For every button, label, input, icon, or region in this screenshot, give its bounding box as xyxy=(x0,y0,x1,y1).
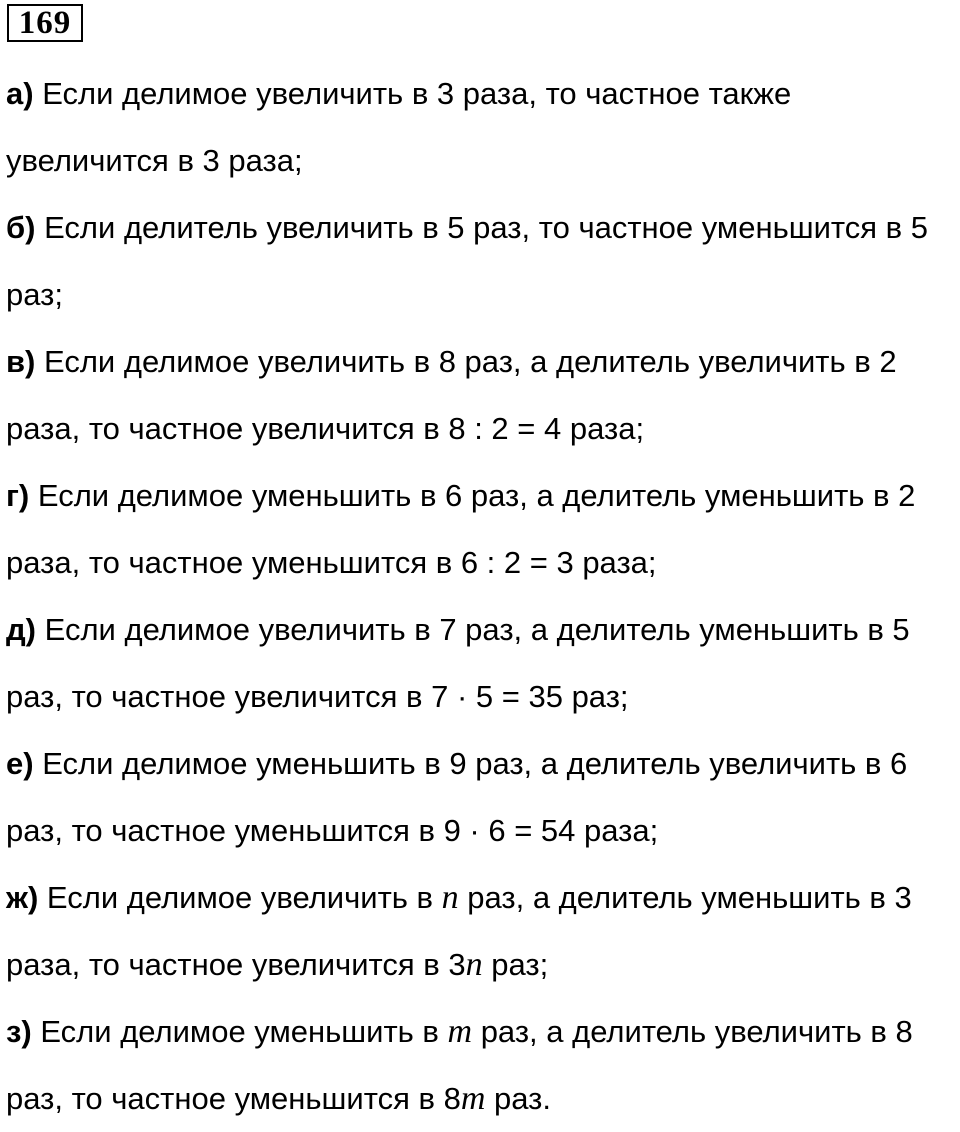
item-letter: е) xyxy=(6,746,34,781)
answer-text: Если делитель увеличить в 5 раз, то частное уменьшится в 5 раз; xyxy=(6,210,928,312)
answer-item-a xyxy=(6,60,956,194)
answer-item-d xyxy=(6,596,956,730)
math-variable: m xyxy=(460,1080,486,1117)
answer-text: Если делимое уменьшить в xyxy=(31,1014,448,1049)
answer-text: Если делимое увеличить в 8 раз, а делитель увеличить в 2 раза, то частное увеличится в 8 : 2 = 4 раза; xyxy=(6,344,897,446)
answer-text: раз; xyxy=(482,947,549,982)
item-letter: в) xyxy=(6,344,36,379)
answer-text: Если делимое уменьшить в 9 раз, а делитель увеличить в 6 раз, то частное уменьшится в 9 · 6 = 54 раза; xyxy=(6,746,908,848)
problem-number: 169 xyxy=(7,4,83,42)
math-variable: n xyxy=(441,879,459,916)
answer-text: Если делимое уменьшить в 6 раз, а делитель уменьшить в 2 раза, то частное уменьшится в 6 : 2 = 3 раза; xyxy=(6,478,916,580)
answer-text: раз. xyxy=(485,1081,551,1116)
answer-item-g xyxy=(6,462,956,596)
answer-text: раз, а делитель уменьшить в 3 раза, то частное увеличится в 3 xyxy=(6,880,912,982)
answer-item-b xyxy=(6,194,956,328)
answer-item-e xyxy=(6,730,956,864)
answers-list xyxy=(6,60,956,1132)
answer-item-zh xyxy=(6,864,956,998)
answer-text: Если делимое увеличить в 7 раз, а делитель уменьшить в 5 раз, то частное увеличится в 7 · 5 = 35 раз; xyxy=(6,612,910,714)
answer-text: Если делимое увеличить в 3 раза, то частное также увеличится в 3 раза; xyxy=(6,76,792,178)
math-variable: n xyxy=(465,946,483,983)
answer-item-v xyxy=(6,328,956,462)
answer-text: Если делимое увеличить в xyxy=(38,880,442,915)
item-letter: б) xyxy=(6,210,36,245)
item-letter: г) xyxy=(6,478,30,513)
answer-item-z xyxy=(6,998,956,1132)
item-letter: ж) xyxy=(6,880,39,915)
item-letter: а) xyxy=(6,76,34,111)
math-variable: m xyxy=(447,1013,473,1050)
item-letter: д) xyxy=(6,612,37,647)
item-letter: з) xyxy=(6,1014,32,1049)
answer-text: раз, а делитель увеличить в 8 раз, то частное уменьшится в 8 xyxy=(6,1014,913,1116)
